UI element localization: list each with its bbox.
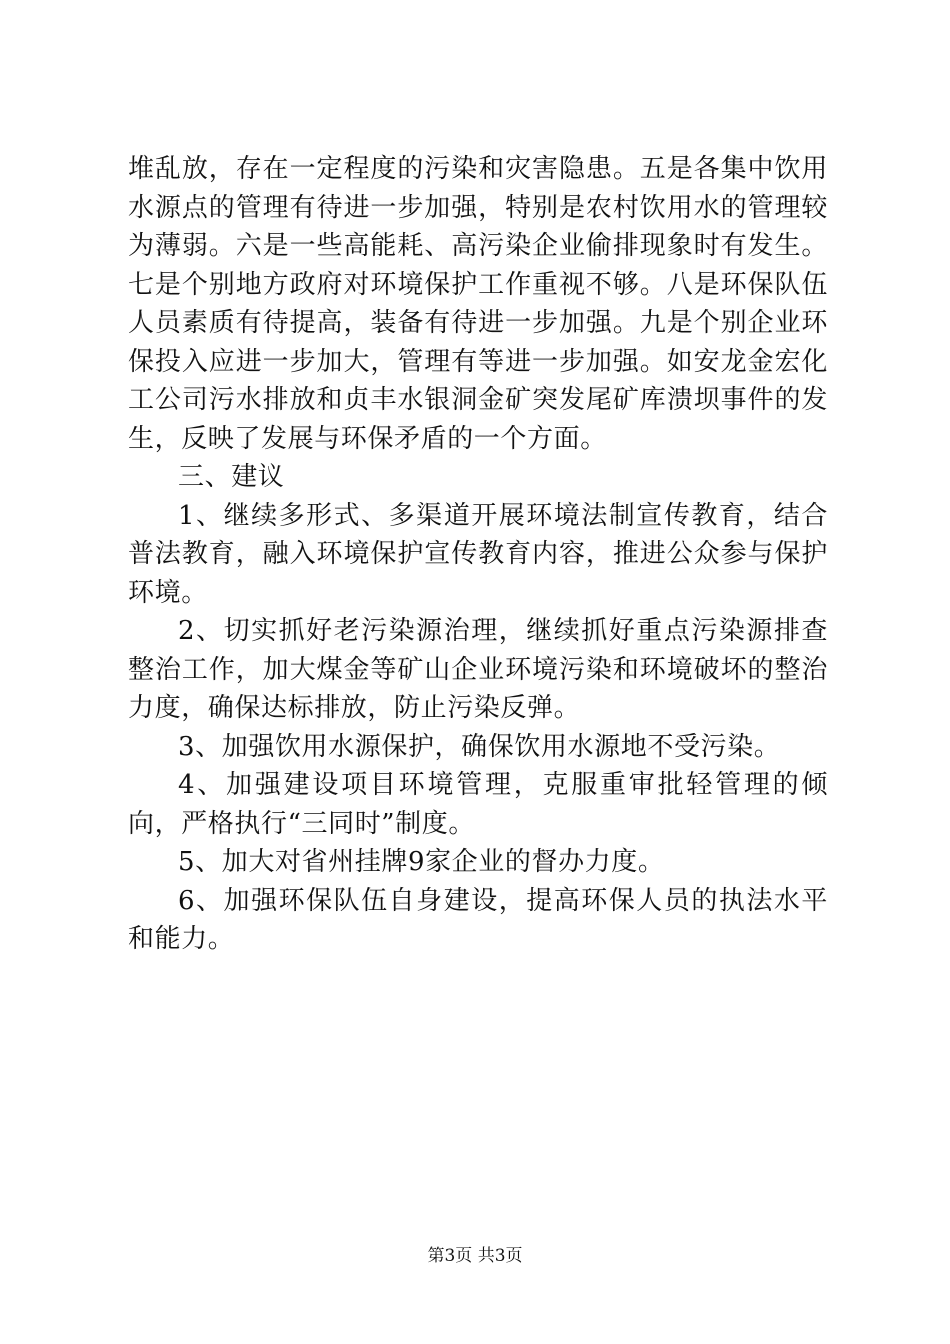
section-heading-suggestions: 三、建议 [178,462,285,492]
suggestion-item-4: 4、加强建设项目环境管理，克服重审批轻管理的倾向，严格执行“三同时”制度。 [128,770,828,839]
document-body [128,150,828,959]
suggestion-item-6: 6、加强环保队伍自身建设，提高环保人员的执法水平和能力。 [128,885,828,954]
suggestion-item-2: 2、切实抓好老污染源治理，继续抓好重点污染源排查整治工作，加大煤金等矿山企业环境污染和环境破坏的整治力度，确保达标排放，防止污染反弹。 [128,616,828,723]
suggestion-item-5: 5、加大对省州挂牌9家企业的督办力度。 [178,847,665,877]
suggestion-item-1: 1、继续多形式、多渠道开展环境法制宣传教育，结合普法教育，融入环境保护宣传教育内容，推进公众参与保护环境。 [128,500,828,608]
suggestion-item-3: 3、加强饮用水源保护，确保饮用水源地不受污染。 [178,731,781,762]
page-footer [0,1244,950,1268]
page-number-label: 第3页 共3页 [427,1246,523,1266]
paragraph-continuation: 堆乱放，存在一定程度的污染和灾害隐患。五是各集中饮用水源点的管理有待进一步加强，特别是农村饮用水的管理较为薄弱。六是一些高能耗、高污染企业偷排现象时有发生。七是个别地方政府对环境保护工作重视不够。八是环保队伍人员素质有待提高，装备有待进一步加强。九是个别企业环保投入应进一步加大，管理有等进一步加强。如安龙金宏化工公司污水排放和贞丰水银洞金矿突发尾矿库溃坝事件的发生，反映了发展与环保矛盾的一个方面。 [128,154,828,454]
